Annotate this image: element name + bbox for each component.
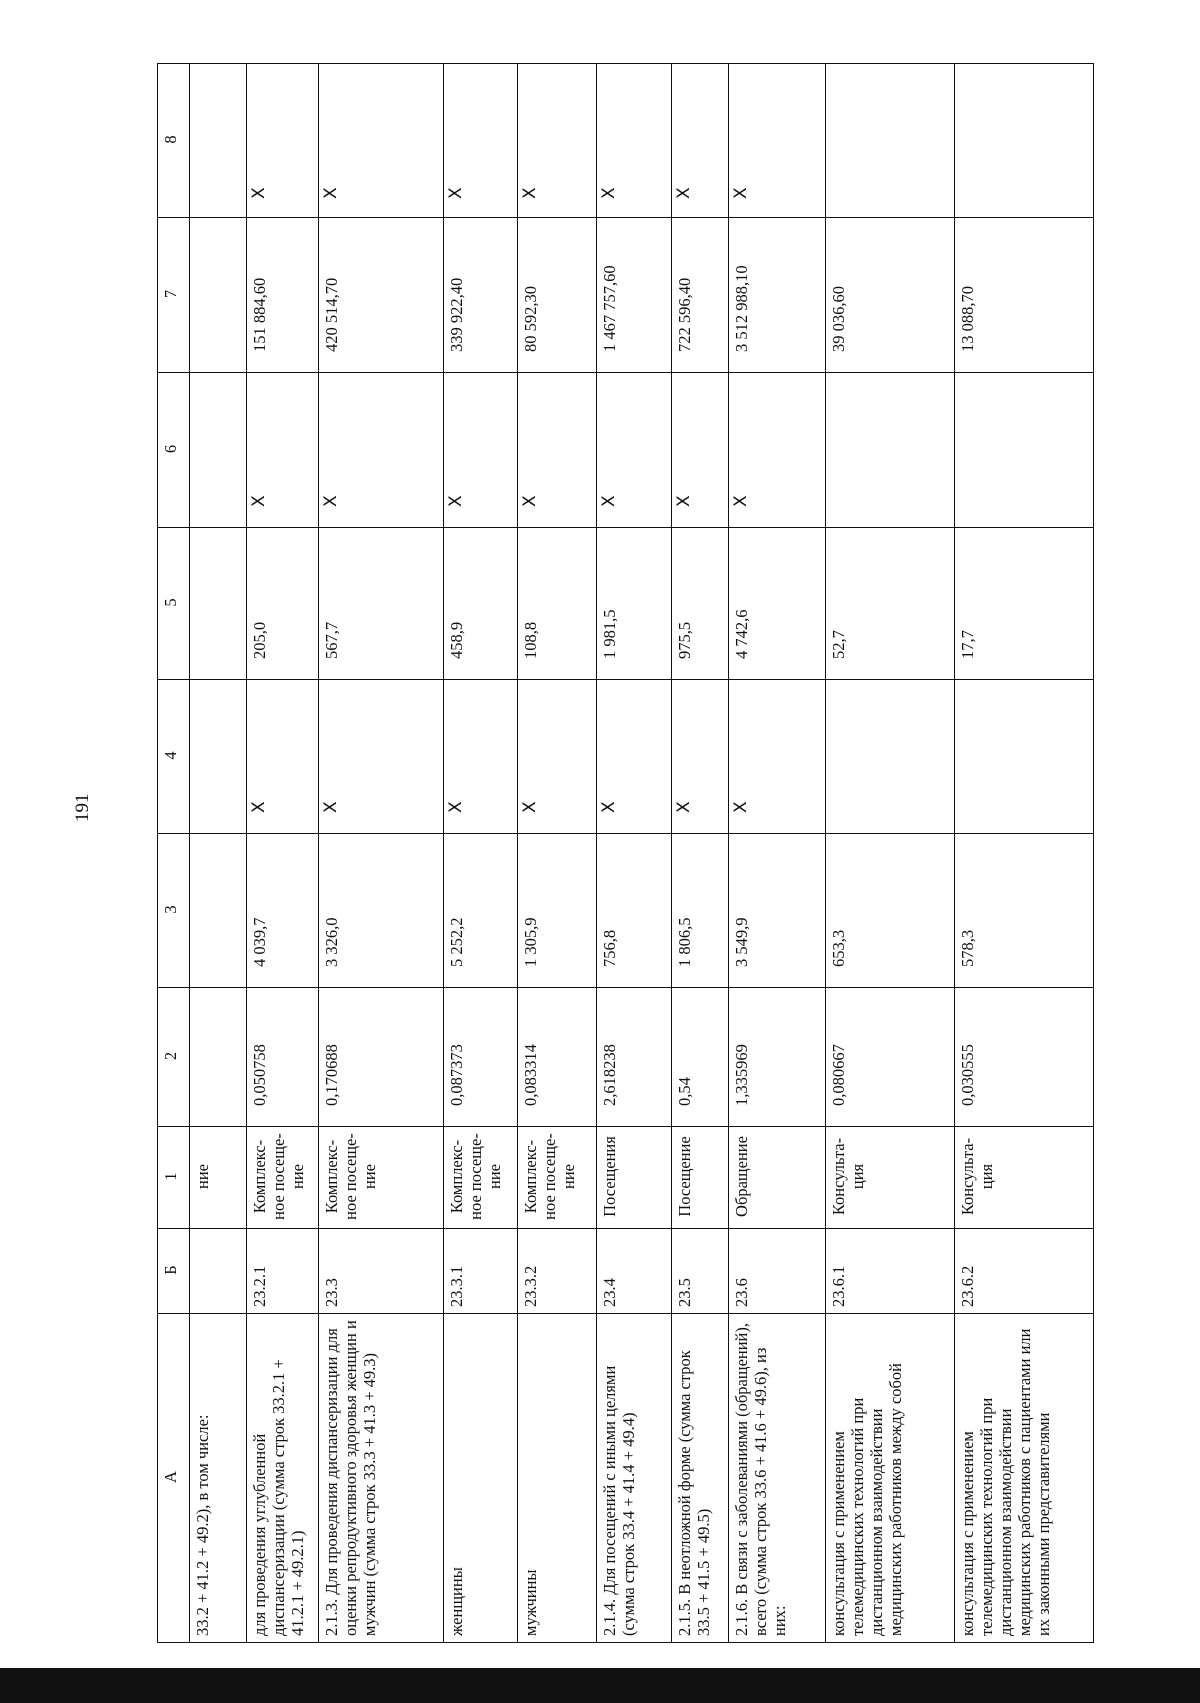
row-label: консультация с применением телемедицинских технологий при дистанционном взаимодействии медицинских работников между собой bbox=[825, 1314, 954, 1643]
page-number: 191 bbox=[72, 793, 93, 822]
value-cell-6: Х bbox=[443, 373, 518, 528]
value-cell-8 bbox=[190, 64, 247, 218]
row-code: 23.3.1 bbox=[443, 1229, 518, 1314]
value-cell-3: 3 326,0 bbox=[319, 834, 443, 988]
value-cell-6 bbox=[825, 373, 954, 528]
scan-border bbox=[0, 1668, 1200, 1703]
header-row bbox=[158, 64, 190, 1643]
row-code bbox=[190, 1229, 247, 1314]
value-cell-7: 80 592,30 bbox=[518, 218, 597, 373]
row-code: 23.6 bbox=[728, 1229, 825, 1314]
value-cell-7: 151 884,60 bbox=[246, 218, 319, 373]
unit-cell: Комплексное посещение bbox=[246, 1127, 319, 1229]
value-cell-3: 3 549,9 bbox=[728, 834, 825, 988]
value-cell-2: 2,618238 bbox=[597, 988, 672, 1127]
value-cell-6 bbox=[955, 373, 1094, 528]
value-cell-4 bbox=[825, 680, 954, 834]
header-cell-7: 7 bbox=[158, 218, 190, 373]
value-cell-5: 17,7 bbox=[955, 528, 1094, 680]
value-cell-5: 52,7 bbox=[825, 528, 954, 680]
value-cell-5 bbox=[190, 528, 247, 680]
value-cell-3: 1 806,5 bbox=[671, 834, 728, 988]
row-label: консультация с применением телемедицинских технологий при дистанционном взаимодействии медицинских работников с пациентами или их законными представителями bbox=[955, 1314, 1094, 1643]
value-cell-7: 420 514,70 bbox=[319, 218, 443, 373]
value-cell-7 bbox=[190, 218, 247, 373]
rotated-table-container bbox=[157, 64, 1094, 1643]
row-label: 2.1.3. Для проведения диспансеризации для оценки репродуктивного здоровья женщин и мужчин (сумма строк 33.3 + 41.3 + 49.3) bbox=[319, 1314, 443, 1643]
value-cell-5: 458,9 bbox=[443, 528, 518, 680]
value-cell-5: 975,5 bbox=[671, 528, 728, 680]
value-cell-7: 13 088,70 bbox=[955, 218, 1094, 373]
header-cell-6: 6 bbox=[158, 373, 190, 528]
value-cell-3: 1 305,9 bbox=[518, 834, 597, 988]
header-cell-a: А bbox=[158, 1314, 190, 1643]
row-code: 23.3.2 bbox=[518, 1229, 597, 1314]
row-code: 23.6.1 bbox=[825, 1229, 954, 1314]
value-cell-8 bbox=[825, 64, 954, 218]
unit-cell: Обращение bbox=[728, 1127, 825, 1229]
header-cell-1: 1 bbox=[158, 1127, 190, 1229]
header-cell-8: 8 bbox=[158, 64, 190, 218]
row-label: 2.1.5. В неотложной форме (сумма строк 33.5 + 41.5 + 49.5) bbox=[671, 1314, 728, 1643]
value-cell-7: 39 036,60 bbox=[825, 218, 954, 373]
value-cell-2: 1,335969 bbox=[728, 988, 825, 1127]
header-cell-b: Б bbox=[158, 1229, 190, 1314]
table-row bbox=[246, 64, 319, 1643]
value-cell-4 bbox=[955, 680, 1094, 834]
value-cell-6: Х bbox=[246, 373, 319, 528]
value-cell-8: Х bbox=[597, 64, 672, 218]
value-cell-7: 1 467 757,60 bbox=[597, 218, 672, 373]
value-cell-5: 567,7 bbox=[319, 528, 443, 680]
table-row bbox=[671, 64, 728, 1643]
value-cell-4: Х bbox=[728, 680, 825, 834]
value-cell-5: 205,0 bbox=[246, 528, 319, 680]
row-code: 23.3 bbox=[319, 1229, 443, 1314]
header-cell-2: 2 bbox=[158, 988, 190, 1127]
value-cell-2: 0,087373 bbox=[443, 988, 518, 1127]
value-cell-4: Х bbox=[246, 680, 319, 834]
value-cell-3: 5 252,2 bbox=[443, 834, 518, 988]
value-cell-8: Х bbox=[246, 64, 319, 218]
unit-cell: Комплексное посещение bbox=[518, 1127, 597, 1229]
unit-cell: Посещение bbox=[671, 1127, 728, 1229]
value-cell-3: 578,3 bbox=[955, 834, 1094, 988]
value-cell-8: Х bbox=[443, 64, 518, 218]
table-row bbox=[319, 64, 443, 1643]
unit-cell: Консультация bbox=[825, 1127, 954, 1229]
value-cell-3 bbox=[190, 834, 247, 988]
value-cell-5: 4 742,6 bbox=[728, 528, 825, 680]
row-code: 23.2.1 bbox=[246, 1229, 319, 1314]
value-cell-2: 0,030555 bbox=[955, 988, 1094, 1127]
value-cell-2: 0,54 bbox=[671, 988, 728, 1127]
row-label: 33.2 + 41.2 + 49.2), в том числе: bbox=[190, 1314, 247, 1643]
table-row bbox=[518, 64, 597, 1643]
value-cell-8 bbox=[955, 64, 1094, 218]
table-row bbox=[955, 64, 1094, 1643]
value-cell-6: Х bbox=[319, 373, 443, 528]
value-cell-3: 756,8 bbox=[597, 834, 672, 988]
row-code: 23.5 bbox=[671, 1229, 728, 1314]
value-cell-6: Х bbox=[597, 373, 672, 528]
value-cell-4 bbox=[190, 680, 247, 834]
unit-cell: Комплексное посещение bbox=[319, 1127, 443, 1229]
value-cell-4: Х bbox=[319, 680, 443, 834]
row-code: 23.4 bbox=[597, 1229, 672, 1314]
data-table bbox=[157, 63, 1094, 1643]
row-label: 2.1.4. Для посещений с иными целями (сумма строк 33.4 + 41.4 + 49.4) bbox=[597, 1314, 672, 1643]
value-cell-4: Х bbox=[671, 680, 728, 834]
value-cell-2: 0,050758 bbox=[246, 988, 319, 1127]
table-row bbox=[825, 64, 954, 1643]
value-cell-4: Х bbox=[518, 680, 597, 834]
value-cell-7: 3 512 988,10 bbox=[728, 218, 825, 373]
value-cell-4: Х bbox=[443, 680, 518, 834]
value-cell-5: 1 981,5 bbox=[597, 528, 672, 680]
row-label: 2.1.6. В связи с заболеваниями (обращений), всего (сумма строк 33.6 + 41.6 + 49.6), из них: bbox=[728, 1314, 825, 1643]
value-cell-8: Х bbox=[518, 64, 597, 218]
table-row bbox=[190, 64, 247, 1643]
unit-cell: Комплексное посещение bbox=[443, 1127, 518, 1229]
value-cell-5: 108,8 bbox=[518, 528, 597, 680]
header-cell-4: 4 bbox=[158, 680, 190, 834]
row-label: мужчины bbox=[518, 1314, 597, 1643]
value-cell-8: Х bbox=[319, 64, 443, 218]
value-cell-4: Х bbox=[597, 680, 672, 834]
value-cell-2: 0,083314 bbox=[518, 988, 597, 1127]
value-cell-7: 339 922,40 bbox=[443, 218, 518, 373]
header-cell-5: 5 bbox=[158, 528, 190, 680]
value-cell-6: Х bbox=[518, 373, 597, 528]
value-cell-6: Х bbox=[728, 373, 825, 528]
value-cell-3: 653,3 bbox=[825, 834, 954, 988]
value-cell-6 bbox=[190, 373, 247, 528]
unit-cell: Посещения bbox=[597, 1127, 672, 1229]
unit-cell: ние bbox=[190, 1127, 247, 1229]
table-row bbox=[728, 64, 825, 1643]
row-label: женщины bbox=[443, 1314, 518, 1643]
value-cell-8: Х bbox=[728, 64, 825, 218]
header-cell-3: 3 bbox=[158, 834, 190, 988]
table-row bbox=[443, 64, 518, 1643]
value-cell-8: Х bbox=[671, 64, 728, 218]
unit-cell: Консультация bbox=[955, 1127, 1094, 1229]
table-row bbox=[597, 64, 672, 1643]
value-cell-7: 722 596,40 bbox=[671, 218, 728, 373]
row-code: 23.6.2 bbox=[955, 1229, 1094, 1314]
value-cell-3: 4 039,7 bbox=[246, 834, 319, 988]
value-cell-6: Х bbox=[671, 373, 728, 528]
row-label: для проведения углубленной диспансеризации (сумма строк 33.2.1 + 41.2.1 + 49.2.1) bbox=[246, 1314, 319, 1643]
value-cell-2 bbox=[190, 988, 247, 1127]
value-cell-2: 0,170688 bbox=[319, 988, 443, 1127]
value-cell-2: 0,080667 bbox=[825, 988, 954, 1127]
